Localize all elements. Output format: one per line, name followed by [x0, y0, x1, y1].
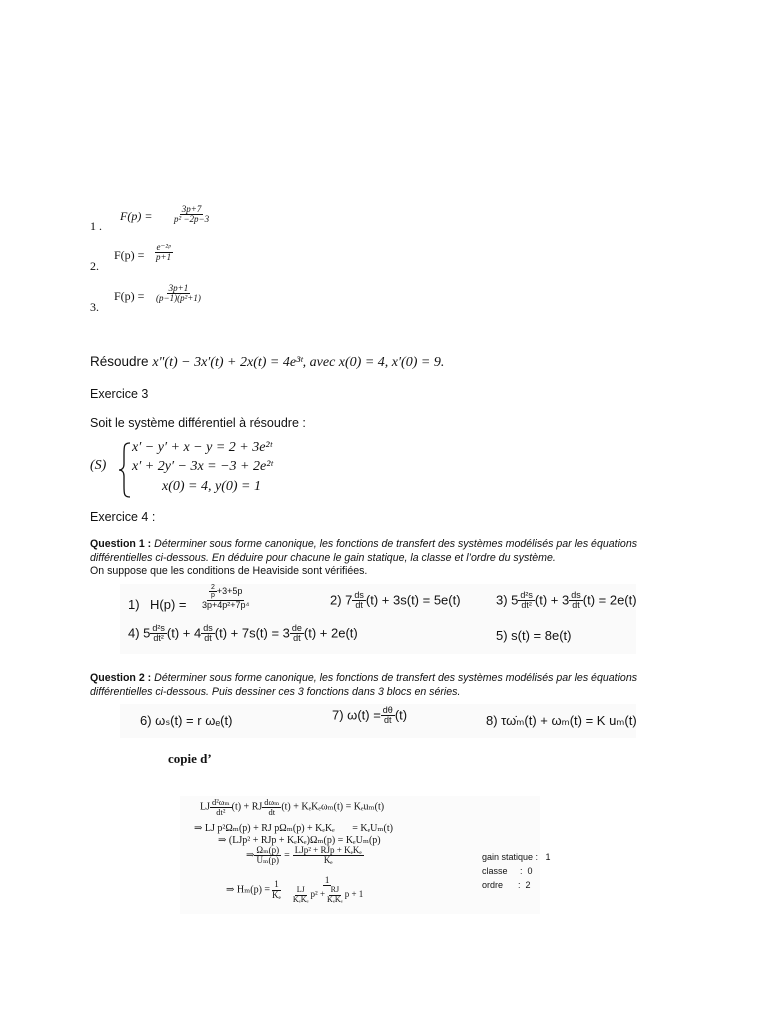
- d1-f2-den: dt: [268, 806, 276, 817]
- eq-3-rest: (t) = 2e(t): [582, 592, 637, 608]
- eq-6: 6) ωₛ(t) = r ωₑ(t): [140, 713, 233, 728]
- resoudre-equation: x"(t) − 3x′(t) + 2x(t) = 4e³ᵗ, avec x(0) = 4, x′(0) = 9.: [152, 355, 445, 370]
- eq-1-inner-num: 2: [210, 584, 215, 591]
- item-number-2: 2.: [90, 259, 99, 273]
- eq-3-mid: (t) + 3: [534, 592, 570, 608]
- eq-5: 5) s(t) = 8e(t): [496, 628, 572, 643]
- eq-3-start: 3) 5: [496, 592, 519, 608]
- eq-4: [128, 624, 358, 644]
- eq-1-label: 1): [128, 597, 140, 612]
- eq-4-num: d²s: [152, 623, 165, 633]
- eq2-fraction: [154, 243, 173, 263]
- d1-f1-den: dt²: [216, 806, 226, 817]
- question-2-label: Question 2 :: [90, 672, 152, 684]
- eq1-fraction: [172, 205, 211, 225]
- question-2-text: [90, 672, 690, 699]
- eq-4-rest: (t) + 2e(t): [303, 625, 358, 641]
- item-number-1: 1 .: [90, 219, 102, 233]
- question-2-italic: Déterminer sous forme canonique, les fonctions de transfert des systèmes modélisés par les équations différentielles ci-dessous. Puis dessiner ces 3 fonctions dans 3 blocs en séries.: [90, 672, 638, 698]
- brace-icon: [118, 442, 132, 498]
- derivation-line-3: ⇒ (LJp² + RJp + KₑKₑ)Ωₘ(p) = KₑUₘ(p): [218, 835, 381, 846]
- d5-f1-num: 1: [274, 879, 279, 890]
- system-line-2: x′ + 2y′ − 3x = −3 + 2e²ᵗ: [132, 459, 273, 474]
- system-label: (S): [90, 458, 107, 473]
- question-1-italic: Déterminer sous forme canonique, les fonctions de transfert des systèmes modélisés par les équations différentielles ci-dessous. En déduire pour chacune le gain statique, la classe et l’ordre du système.: [90, 538, 638, 564]
- d1-fraction-1: [210, 798, 232, 817]
- eq-4-den-2: dt: [204, 633, 212, 644]
- d1-b: (t) + RJ: [231, 801, 263, 813]
- exercise-3-title: Exercice 3: [90, 387, 149, 401]
- d5-f1-den: Kₑ: [272, 889, 281, 900]
- eq-1-inner-fraction: [209, 584, 217, 600]
- eq-2-start: 2) 7: [330, 592, 353, 608]
- d4-a: ⇒: [246, 850, 255, 862]
- eq-1-inner-den: p: [210, 592, 215, 600]
- d4-f1-num: Ωₘ(p): [256, 845, 280, 855]
- derivation-line-4: [246, 846, 364, 866]
- eq3-denominator: (p−1)(p²+1): [156, 293, 201, 304]
- d1-f1-num: d²ωₘ: [212, 797, 230, 807]
- eq-4-mid: (t) + 4: [166, 625, 202, 641]
- system-line-3: x(0) = 4, y(0) = 1: [162, 479, 261, 494]
- eq-8: 8) τω̇ₘ(t) + ωₘ(t) = K uₘ(t): [486, 713, 637, 728]
- eq-4-num-3: de: [291, 623, 302, 633]
- d5-fraction-1: [270, 880, 283, 900]
- eq-7-num: dθ: [382, 705, 393, 715]
- eq-1-num-rest: +3+5p: [216, 586, 243, 597]
- eq1-denominator: p² −2p−3: [174, 214, 210, 225]
- resoudre-line: [90, 354, 444, 371]
- d4-f1-den: Uₘ(p): [256, 855, 279, 866]
- exercise-4-title: Exercice 4 :: [90, 510, 156, 524]
- eq-4-mid-2: (t) + 7s(t) = 3: [214, 625, 290, 641]
- d5-f3-den: KₑKₑ: [292, 894, 309, 904]
- derivation-line-5: [226, 876, 365, 904]
- d1-a: LJ: [200, 801, 210, 813]
- eq-1-denominator: 3p+4p²+7p⁴: [202, 599, 250, 610]
- d5-fraction-2: [289, 876, 365, 904]
- d5-f3-num: LJ: [296, 885, 305, 895]
- d4-fraction-2: [293, 846, 364, 866]
- eq-3: [496, 591, 637, 611]
- eq-3-num-2: ds: [571, 590, 581, 600]
- eq-3-fraction-2: [569, 591, 583, 611]
- eq-7-fraction: [381, 706, 395, 726]
- eq-2-rest: (t) + 3s(t) = 5e(t): [365, 592, 461, 608]
- derivation-line-1: [200, 798, 384, 817]
- d4-eq: =: [284, 850, 290, 862]
- eq-4-den: dt²: [153, 633, 164, 644]
- eq2-numerator: e⁻²ᵖ: [156, 242, 171, 252]
- eq-2-fraction: [352, 591, 366, 611]
- eq-4-fraction-2: [201, 624, 215, 644]
- eq-4-start: 4) 5: [128, 625, 151, 641]
- system-line-1: x′ − y′ + x − y = 2 + 3e²ᵗ: [132, 440, 272, 455]
- d5-a: ⇒ Hₘ(p) =: [226, 884, 271, 896]
- eq-4-num-2: ds: [203, 623, 213, 633]
- eq3-fraction: [154, 284, 203, 304]
- eq-1-lhs: H(p) =: [150, 597, 187, 612]
- d4-fraction-1: [254, 846, 281, 866]
- d5-f4-num: RJ: [330, 885, 340, 895]
- eq-7-den: dt: [384, 715, 392, 726]
- eq-3-fraction: [518, 591, 535, 611]
- eq3-lhs: F(p) =: [114, 289, 145, 303]
- d1-fraction-2: [262, 798, 281, 817]
- d1-f2-num: dωₘ: [264, 797, 280, 807]
- system-equations: [90, 440, 350, 498]
- derivation-line-2: ⇒ LJ p²Ωₘ(p) + RJ pΩₘ(p) + KₑKₑ = KₑUₘ(t): [194, 823, 393, 834]
- d5-mid: p² +: [310, 889, 326, 900]
- d4-f2-num: LJp² + RJp + KₑKₑ: [294, 845, 362, 855]
- eq-7-lhs: 7) ω(t) =: [332, 707, 381, 723]
- eq2-lhs: F(p) =: [114, 248, 145, 262]
- eq-4-fraction-3: [290, 624, 304, 644]
- d5-f2-num: 1: [324, 875, 330, 885]
- eq-4-fraction: [150, 624, 167, 644]
- eq1-lhs: F(p) =: [120, 209, 153, 223]
- eq-1-numerator: [207, 584, 244, 601]
- item-number-3: 3.: [90, 300, 99, 314]
- question-1-rest: On suppose que les conditions de Heaviside sont vérifiées.: [90, 565, 368, 577]
- eq-3-den: dt²: [521, 600, 532, 611]
- question-1-label: Question 1 :: [90, 538, 152, 550]
- eq1-numerator: 3p+7: [181, 204, 202, 214]
- question-2-equations: [120, 704, 636, 738]
- eq-3-num: d²s: [520, 590, 533, 600]
- resoudre-label: Résoudre: [90, 354, 149, 369]
- d5-fraction-4: [325, 886, 345, 904]
- eq-2-num: ds: [354, 590, 364, 600]
- question-1-text: [90, 538, 690, 579]
- d1-c: (t) + KₑKₑωₘ(t) = Kₑuₘ(t): [281, 801, 385, 813]
- eq-7-rest: (t): [394, 707, 408, 723]
- ordre-value: ordre : 2: [482, 880, 531, 890]
- gain-statique: gain statique : 1: [482, 852, 551, 862]
- eq2-denominator: p+1: [156, 252, 172, 263]
- eq-2-den: dt: [355, 600, 363, 611]
- eq-2: [330, 591, 461, 611]
- classe-value: classe : 0: [482, 866, 533, 876]
- eq3-numerator: 3p+1: [168, 283, 189, 293]
- d4-f2-den: Kₑ: [323, 855, 333, 866]
- eq-4-den-3: dt: [293, 633, 301, 644]
- copie-heading: copie d’: [168, 751, 212, 766]
- derivation-block: [180, 796, 551, 914]
- exercise-3-intro: Soit le système différentiel à résoudre :: [90, 416, 306, 430]
- eq-7: [332, 706, 407, 726]
- eq-3-den-2: dt: [572, 600, 580, 611]
- transform-list: [90, 205, 390, 315]
- d5-f4-den: KₑKₑ: [327, 894, 343, 904]
- question-1-equations: [120, 584, 636, 654]
- d5-f2-den: [289, 886, 365, 904]
- d5-fraction-3: [291, 886, 311, 904]
- eq-1-fraction: [200, 584, 251, 610]
- d5-end: p + 1: [344, 889, 364, 900]
